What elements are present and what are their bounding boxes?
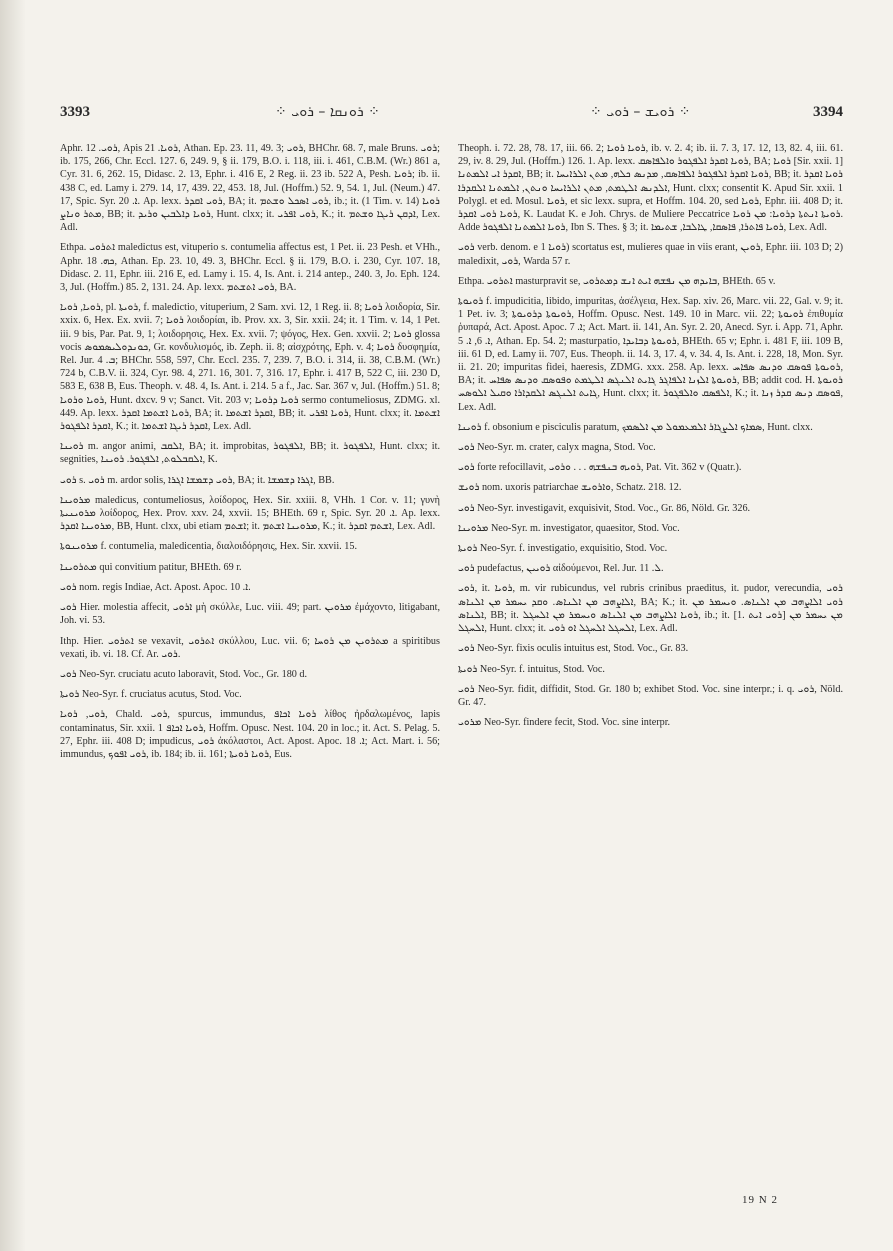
entry-right-3: ܪܘܝܘܬܐ f. impudicitia, libido, impuritas, ἀσέλγεια, Hex. Sap. xiv. 26, Marc. vii. 22, Gal. v. 9; it. 1 Pet. iv. 3; ܪܘܝܘܬܐ ܕܪܘܝܘܬܐ, Hoffm. Opusc. Nest. 149. 10 in Marc. vii. 22; ܪܘܝܘܬܐ ἐπιθυμία ῥυπαρά, Act. Apost. Apoc. ܐ. 7; Act. Mart. ii. 141, An. Syr. 2. 20, Anecd. Syr. i. App. 71, Aphr. ܐ. 6, ܐ. 5, Athan. Ep. 54. 2; masturpatio, ܪܘܝܘܬܐ ܕܒܐܝܕܐ, BHEth. 65 v; Ephr. i. 481 F, iii. 109 B, iii. 61 D, ed. Lamy ii. 707, Eus. Theoph. ii. 14. 3, 17. 4, v. 34. 4, Is. Ant. i. 228, 18, Mon. Syr. ii. 21. 20; impuritas fidei, haeresis, ZDMG. xxx. 258. Ap. lexx. ܪܘܝܘܬܐ ܦܘܣܩ ܘܕܢܣ ܣܦܐܚ, BA; it. ܪܘܝܘܬܐ ܐܠܙܢܐ ܐܠܦܐܓܪ ܓܐܝܬ ܐܠܢܓܣ ܐܠܛܡܬ ܘܦܘܣܩ ܘܕܢܣ ܣܦܐܚ, BB; addit cod. H. ܪܘܝܘܬܐ ܓܐܝܬ ܐܠܢܓܣ ܐܠܩܕܐܪܐ ܘܩܝܠ ܐܠܘܣܚ, Hunt. clxx; it. ܐܠܦܣܩ ܘܐܠܦܓܘܪ, K.; it. ܦܘܣܩ ܕܢܣ ܩܕܪ ܙܢܐ, Lex. Adl. bbox=[458, 296, 843, 413]
printer-signature-mark: 19 N 2 bbox=[742, 1194, 778, 1206]
running-title-right: ⁘ ܪܘܝܫ – ܪܘܝ ⁘ bbox=[590, 104, 691, 120]
entry-left-6: ܡܪܘܝܢܘܬܐ f. contumelia, maledicentia, διαλοιδόρησις, Hex. Sir. xxvii. 15. bbox=[60, 541, 357, 553]
entry-right-4: ܪܘܝܢܐ f. obsonium e pisciculis paratum, ܣܡܐܟ ܐܠܨܓܐܪ ܐܠܡܥܡܘܠ ܡܢ ܐܠܣܡܟ, Hunt. clxx. bbox=[458, 421, 813, 433]
book-gutter-shadow bbox=[0, 0, 26, 1251]
entry-left-0: Aphr. ܪܘܝ. 12, Apis ܪܘܝܐ. 21, Athan. Ep. 23. 11, 49. 3; ܪܘܝ, BHChr. 68. 7, male Bruns. ܪܘܝ; ib. 175, 266, Chr. Eccl. 127. 6, 249. 9, § ii. 179, B.O. i. 118, iii. i. 461, C.B.M. (Wr.) 861 a, Cyr. 31. 6, 262. 15, Didasc. 2. 13, Ephr. i. 416 E, 2 Reg. ii. 23 ib. 522 A, Pesh. ܪܘܝܐ; ib. ii. 438 C, ed. Lamy i. 279. 14, 17, 439. 22, 453. 18, Jul. (Hoffm.) 52. 9, 54. 1, Jul. (Neum.) 47. 17, Spic. Syr. ܐ. 20. Ap. lexx. ܪܘܝ ܐܩܕܪ, BA; it. ܪܘܝ ܐܣܟܠ ܘܫܬܡ, ib.; it. (1 Tim. v. 14) ܪܘܝܐ ܡܬܪ ܘܢܐܨ, BB; it. ܪܘܝܐ ܕܐܠܒܝܢ ܘܪܝܕ, Hunt. clxx; it. ܪܘܝ ܐܦܪܝ, K.; it. ܐܕܩܢ ܪܝܓܐ ܘܫܬܡ, Lex. Adl. bbox=[60, 143, 441, 234]
entry-right-1: ܪܘܝ verb. denom. e ܪܘܝܐ 1) scortatus est, mulieres quae in viis erant, ܪܘܝܢ, Ephr. iii. 103 D; 2) maledixit, ܪܘܝ, Warda 57 r. bbox=[458, 242, 843, 267]
entry-right-12: ܪܘܝ, it. ܪܘܝܐ, m. vir rubicundus, vel rubris crinibus praeditus, it. pudor, verecundia, ܪܘܝ ܐܠܐܨܗܒ ܡܢ ܐܠܢܐܣ. ܘܩܕ ܝܚܡܪ ܡܢ ܐܠܢܐܣ, BA; K.; it. ܪܘܝ ܐܠܐܨܗܒ ܡܢ ܐܠܢܐܣ. ܘܝܚܡܪ ܡܢ ܐܠܢܐܣ, BB; it. ܪܘܝܐ ܐܠܐܨܗܒ ܡܢ ܐܠܢܐܣ ܘܝܚܡܪ ܡܢ ܐܠܚܓܠ, ib.; it. [1. ܪܘܝ ܐܝܬ] ܡܢ ܝܚܡܪ ܡܢ ܐܠܚܓܠ, Hunt. clxx; it. ܐܠܚܓܠ ܐܠܚܓܠ ܐܘ ܪܘܝ, Lex. Adl. bbox=[458, 583, 843, 635]
entry-left-7: ܡܬܪܘܝܢܐ qui convitium patitur, BHEth. 69 r. bbox=[60, 561, 242, 573]
entry-right-6: ܪܘܝ forte refocillavit, ܪܘܝܗ ܒܢܦܫܗ . . . ܘܪܘܝ, Pat. Vit. 362 v (Quatr.). bbox=[458, 462, 742, 474]
entry-right-5: ܪܘܝ Neo-Syr. m. crater, calyx magna, Stod. Voc. bbox=[458, 442, 656, 454]
entry-right-10: ܪܘܝܬܐ Neo-Syr. f. investigatio, exquisitio, Stod. Voc. bbox=[458, 543, 668, 555]
entry-left-4: ܪܘܝ s. ܪܘܝ m. ardor solis, ܪܘܝ ܕܫܡܫܐ ܐܓܪܐ, BA; it. ܐܓܪܐ ܕܫܡܫܐ, BB. bbox=[60, 474, 335, 486]
entry-right-14: ܪܘܝܬܐ Neo-Syr. f. intuitus, Stod. Voc. bbox=[458, 663, 605, 675]
entry-left-3: ܪܘܝܢܐ m. angor animi, ܐܠܩܒ, BA; it. improbitas, ܐܠܦܓܘܪ, BB; it. ܐܠܦܓܘܪ, Hunt. clxx; it. segnities, ܐܠܩܒܠܘܬ, ܐܠܦܓܘܪ. ܪܘܝܢܐ, K. bbox=[60, 441, 440, 466]
entry-left-2: ܪܘܝܐ, ܪܘܝܐ, pl. ܪܘܝܬܐ, f. maledictio, vituperium, 2 Sam. xvi. 12, 1 Reg. ii. 8; ܪܘܝܐ λοιδορία, Sir. xxix. 6, Hex. Ex. xvii. 7; ܪܘܝܐ λοιδορίαι, ib. Prov. xx. 3, Sir. xxii. 24; it. 1 Tim. v. 14, 1 Pet. iii. 9 bis, Par. Pat. 9, 1; λοιδορησις, Hex. Ex. xvii. 7; ψόγος, Hex. Gen. xxvii. 2; ܪܘܝܐ glossa vocis ܟܘܢܕܘܠܝܣܡܘܣ, Gr. κονδυλισμός, ib. Zeph. ii. 8; αἰσχρότης, Eph. v. 4; ܪܘܝܐ δυσφημία, Rel. Jur. ܒ. 4; BHChr. 558, 597, Chr. Eccl. 235. 7, 239. 7, B.O. i. 314, ii. 38, C.B.M. (Wr.) 724 b, C.B.V. ii. 324, Cyr. 98. 4, 271. 16, 301. 7, 316. 17, Ephr. i. 417 B, 522 C, iii. 230 D, 583 E, 638 B, Eus. Theoph. v. 48. 4, Is. Ant. i. 214. 5 a f., Jac. Sar. 367 v, Jul. (Hoffm.) 51. 8; ܪܘܝܐ ܘܪܘܝܐ, Hunt. dxcv. 9 v; Sanct. Vit. 203 v; ܪܘܝܐ ܕܪܘܝܐ sermo contumeliosus, ZDMG. xl. 449. Ap. lexx. ܪܘܝܐ ܐܫܬܡܐ ܐܩܕܪ, BA; it. ܐܩܕܪ ܐܫܬܡܐ, BB; it. ܪܘܝܐ ܐܦܪܝ, Hunt. clxx; it. ܐܫܬܡܐ ܐܩܕܪ ܐܠܦܓܘܪ, K.; it. ܐܩܕܪ ܪܝܓܐ ܐܫܬܡܐ, Lex. Adl. bbox=[60, 302, 441, 433]
left-column bbox=[60, 142, 440, 768]
right-column bbox=[458, 142, 843, 736]
entry-right-0: Theoph. i. 72. 28, 78. 17, iii. 66. 2; ܪܘܝܐ ܪܘܝܐ, ib. v. 2. 4; ib. ii. 7. 3, 17. 12, 13, 82. 4, iii. 61. 29, iv. 8. 29, Jul. (Hoffm.) 126. 1. Ap. lexx. ܪܘܝܐ ܐܩܕܪ ܐܠܦܓܘܪ ܘܐܠܦܐܣܩ, BA; ܪܘܝܐ [Sir. xxii. 1] ܐܩܕܪ ܐܝ ܐܠܡܬܢܐ, BB; it. ܪܘܝܐ ܐܩܕܪ ܐܠܦܓܘܪ ܐܠܦܐܣܩ, ܡܕܢܣ ܟܠܗ, ܡܬܢ ܐܠܪܐܝܚܐ, BB; it. ܪܘܝܐ ܐܩܕܪ ܐܠܕܢܣ ܐܠܛܡܬ, ܡܬܢ ܐܠܪܐܝܚܐ ܘܢܬܢ, ܐܠܡܬܢܐ ܐܠܩܕܪܐ, Hunt. clxx; consentit K. Apud Sir. xxii. 1 Polygl. et ed. Mosul. ܪܘܝܐ, et sic lexx. supra, et Hoffm. 104. 20, sed ܪܘܝܐ, Ephr. iii. 408 D; it. ܪܘܝܐ ܪܘܝ ܐܩܕܪ, K. Laudat K. e Joh. Chrys. de Muliere Peccatrice ܪܘܝܬܐ ܐܢܬܬܐ ܕܪܘܝܐ: ܡܢ ܪܘܝܐ. Adde ܪܘܝܐ ܐܠܡܬܢܐ ܐܠܦܓܘܪ, Ibn S. Thes. § 3; it. ܪܘܝܐ ܦܐܬܪܐ, ܦܐܣܩܐ, ܛܐܠܒܐ, ܫܬܝܡܐ, Lex. Adl. bbox=[458, 143, 844, 234]
entry-left-8: ܪܘܝ nom. regis Indiae, Act. Apost. Apoc. ܐ. 10. bbox=[60, 581, 251, 593]
entry-left-13: ܪܘܝ, ܪܘܝܐ, Chald. ܪܘܝ, spurcus, immundus, ܪܘܝܐ ܐܟܐܦ λίθος ἠρδαλωμένος, lapis contaminatus, Sir. xxii. 1 ܪܘܝܐ ܐܟܐܦ, Hoffm. Opusc. Nest. 104. 20 in loc.; it. Act. S. Pelag. 5. 27, Ephr. iii. 408 D; impudicus, ܪܘܝ ἀκόλαστοι, Act. Apost. Apoc. ܐ. 18; Act. Mart. i. 56; immundus, ܪܘܝ ܐܦܘܟ, ib. 184; ib. ii. 161; ܪܘܝܐ ܪܘܝܬܐ, Eus. bbox=[60, 709, 440, 760]
entry-right-11: ܪܘܝ pudefactus, ܪܘܝܝܢ αἰδούμενοι, Rel. Jur. ܠ. 11. bbox=[458, 563, 664, 575]
entry-left-11: ܪܘܝ Neo-Syr. cruciatu acuto laboravit, Stod. Voc., Gr. 180 d. bbox=[60, 668, 308, 680]
page-number-left: 3393 bbox=[60, 104, 90, 120]
entry-right-7: ܪܘܝܫ nom. uxoris patriarchae ܘܐܪܘܝܫ, Schatz. 218. 12. bbox=[458, 482, 682, 494]
page-number-right: 3394 bbox=[813, 104, 843, 120]
page-header bbox=[60, 104, 843, 126]
entry-right-13: ܪܘܝ Neo-Syr. fixis oculis intuitus est, Stod. Voc., Gr. 83. bbox=[458, 643, 689, 655]
entry-left-1: Ethpa. ܐܬܪܘܝ maledictus est, vituperio s. contumelia affectus est, 1 Pet. ii. 23 Pesh. et VHh., Aphr. ܟܗ. 18, Athan. Ep. 23. 10, 49. 3, BHChr. Eccl. § ii. 179, B.O. i. 230, Cyr. 107. 18, Didasc. 2. 11, Ephr. iii. 216 E, ed. Lamy i. 15. 4, Is. Ant. i. 214 antep., 240. 3, Jo. Eph. 124. 3, Jul. (Hoffm.) 85. 2, 131. 24. Ap. lexx. ܪܘܝ ܐܬܫܬܡ, BA. bbox=[60, 242, 440, 294]
entry-right-15: ܪܘܝ Neo-Syr. fidit, diffidit, Stod. Gr. 180 b; exhibet Stod. Voc. sine interpr.; i. q. ܪܘܝ, Nöld. Gr. 47. bbox=[458, 683, 843, 708]
entry-left-10: Ithp. Hier. ܐܬܪܘܝ se vexavit, ܐܬܪܘܝ σκύλλου, Luc. vii. 6; ܡܬܪܘܝܢ ܡܢ ܪܘܚܐ a spiritibus vexati, ib. vi. 18. Cf. Ar. ܪܘܝ. bbox=[60, 635, 440, 660]
entry-left-12: ܪܘܝܬܐ Neo-Syr. f. cruciatus acutus, Stod. Voc. bbox=[60, 689, 242, 701]
entry-right-8: ܪܘܝ Neo-Syr. investigavit, exquisivit, Stod. Voc., Gr. 86, Nöld. Gr. 326. bbox=[458, 502, 751, 514]
entry-right-9: ܡܪܘܝܢܐ Neo-Syr. m. investigator, quaesitor, Stod. Voc. bbox=[458, 522, 680, 534]
entry-left-9: ܪܘܝ Hier. molestia affecit, ܐܪܘܝ μὴ σκύλλε, Luc. viii. 49; part. ܡܪܘܝܢ ἐμάχοντο, litigabant, Joh. vi. 53. bbox=[60, 602, 440, 627]
running-title-left: ⁘ ܪܘܢܩܐ – ܪܘܝ ⁘ bbox=[275, 104, 380, 120]
entry-right-2: Ethpa. ܐܬܪܘܝ masturpravit se, ܒܐܝܕܗ ܡܢ ܢܦܫܗ ܐܝܬ ܐܢܫ ܕܡܬܪܘܝ, BHEth. 65 v. bbox=[458, 275, 776, 287]
entry-left-5: ܡܪܘܝܢܐ maledicus, contumeliosus, λοίδορος, Hex. Sir. xxiii. 8, VHh. 1 Cor. v. 11; γυνὴ ܡܪܘܝܢܝܬܐ λοίδορος, Hex. Prov. xxv. 24, xxvii. 15; BHEth. 69 r, Spic. Syr. ܐ. 20. Ap. lexx. ܡܪܘܝܢܐ ܐܩܕܪ, BB, Hunt. clxx, ubi etiam ܐܫܬܡ; it. ܡܪܘܝܢܐ ܐܫܬܡ, K.; it. ܐܫܬܡ ܐܩܕܪ, Lex. Adl. bbox=[60, 494, 441, 533]
entry-right-16: ܡܪܘܝ Neo-Syr. findere fecit, Stod. Voc. sine interpr. bbox=[458, 717, 671, 729]
